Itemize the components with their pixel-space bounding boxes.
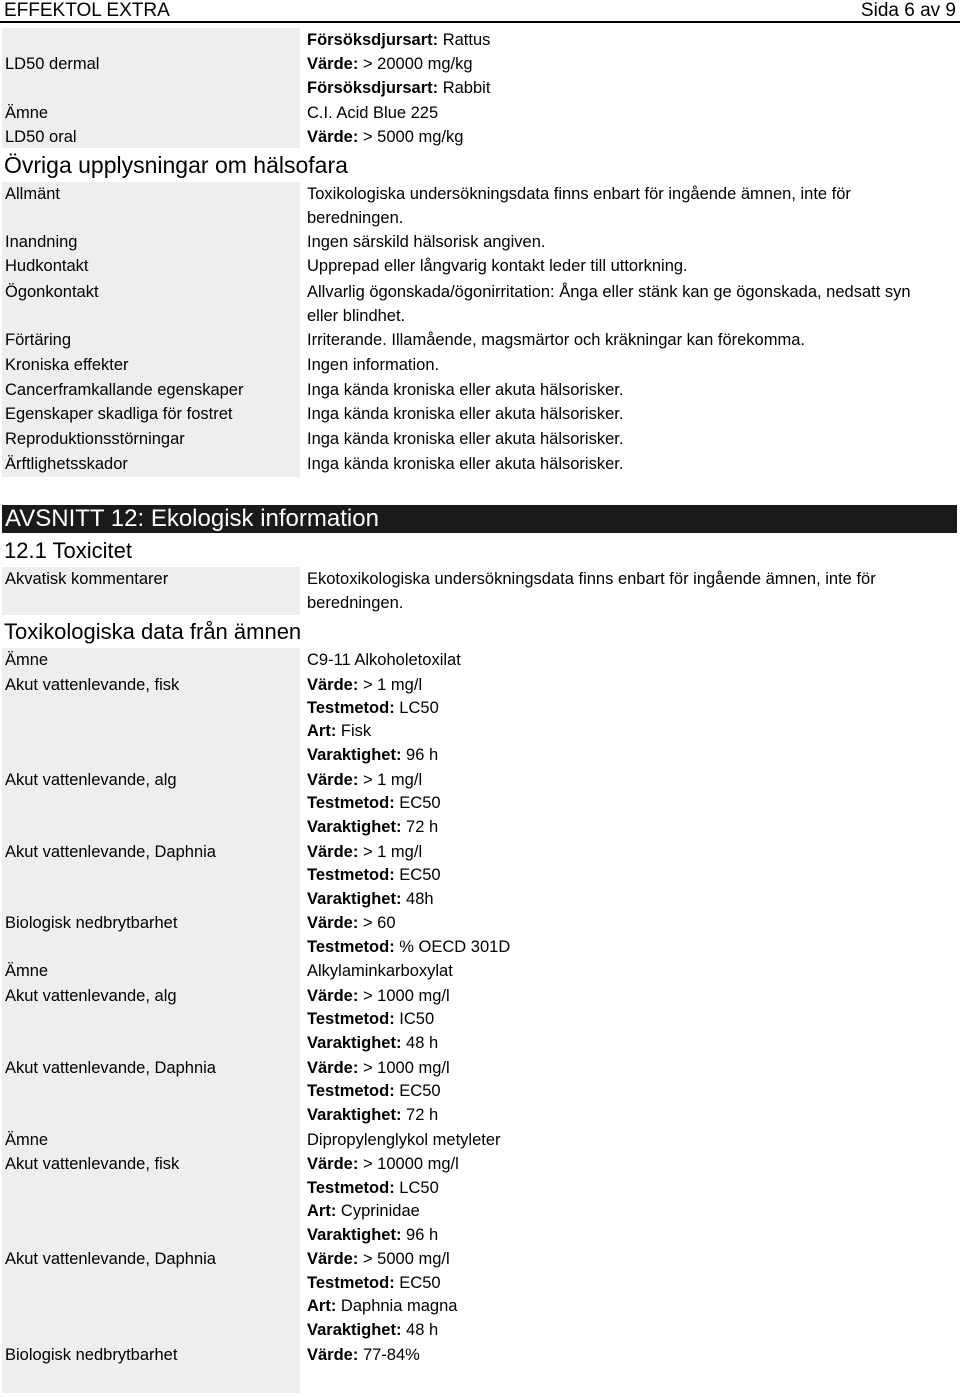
endpoint-label: Akut vattenlevande, Daphnia [5, 843, 216, 861]
health-label: Allmänt [5, 185, 61, 203]
header-rule [0, 21, 960, 23]
duration-line: Varaktighet: 72 h [307, 818, 439, 836]
health-value: Inga kända kroniska eller akuta hälsorisker. [307, 405, 624, 423]
tox-data-heading: Toxikologiska data från ämnen [4, 619, 302, 644]
value-line: Värde: > 1 mg/l [307, 676, 423, 694]
testmethod-line: Testmetod: EC50 [307, 866, 441, 884]
species-line: Art: Cyprinidae [307, 1202, 420, 1220]
duration-line: Varaktighet: 48 h [307, 1034, 439, 1052]
ld50-dermal-label: LD50 dermal [5, 55, 100, 73]
substance-label: Ämne [5, 104, 49, 122]
health-label: Inandning [5, 233, 78, 251]
health-label: Ögonkontakt [5, 283, 99, 301]
endpoint-label: Biologisk nedbrytbarhet [5, 914, 178, 932]
ld50-dermal-value: Värde: > 20000 mg/kg [307, 55, 473, 73]
subsection-toxicity: 12.1 Toxicitet [4, 538, 133, 563]
health-label: Kroniska effekter [5, 356, 129, 374]
species-rabbit: Försöksdjursart: Rabbit [307, 79, 491, 97]
health-label: Förtäring [5, 331, 72, 349]
page-number: Sida 6 av 9 [860, 0, 956, 21]
ld50-oral-label: LD50 oral [5, 128, 77, 146]
testmethod-line: Testmetod: EC50 [307, 1274, 441, 1292]
testmethod-line: Testmetod: LC50 [307, 1179, 439, 1197]
ld50-oral-value: Värde: > 5000 mg/kg [307, 128, 464, 146]
duration-line: Varaktighet: 96 h [307, 746, 439, 764]
health-label: Reproduktionsstörningar [5, 430, 185, 448]
endpoint-label: Akut vattenlevande, alg [5, 771, 177, 789]
health-label: Ärftlighetsskador [5, 455, 128, 473]
health-value: Upprepad eller långvarig kontakt leder till uttorkning. [307, 257, 688, 275]
testmethod-line: Testmetod: IC50 [307, 1010, 435, 1028]
testmethod-line: Testmetod: % OECD 301D [307, 938, 511, 956]
endpoint-label: Akut vattenlevande, Daphnia [5, 1250, 216, 1268]
endpoint-label: Biologisk nedbrytbarhet [5, 1346, 178, 1364]
duration-line: Varaktighet: 48 h [307, 1321, 439, 1339]
duration-line: Varaktighet: 96 h [307, 1226, 439, 1244]
health-value: Inga kända kroniska eller akuta hälsorisker. [307, 455, 624, 473]
value-line: Värde: 77-84% [307, 1346, 420, 1364]
value-line: Värde: > 5000 mg/l [307, 1250, 450, 1268]
health-label: Cancerframkallande egenskaper [5, 381, 244, 399]
endpoint-label: Akut vattenlevande, Daphnia [5, 1059, 216, 1077]
substance-label: Ämne [5, 651, 49, 669]
species-line: Art: Daphnia magna [307, 1297, 458, 1315]
endpoint-label: Akut vattenlevande, fisk [5, 676, 180, 694]
health-label: Egenskaper skadliga för fostret [5, 405, 233, 423]
document-title: EFFEKTOL EXTRA [4, 0, 170, 21]
testmethod-line: Testmetod: EC50 [307, 1082, 441, 1100]
section-12-title: AVSNITT 12: Ekologisk information [5, 505, 379, 532]
health-value: Inga kända kroniska eller akuta hälsorisker. [307, 430, 624, 448]
value-line: Värde: > 1 mg/l [307, 843, 423, 861]
aquatic-label: Akvatisk kommentarer [5, 570, 169, 588]
species-rattus: Försöksdjursart: Rattus [307, 31, 491, 49]
health-value: Inga kända kroniska eller akuta hälsorisker. [307, 381, 624, 399]
health-heading: Övriga upplysningar om hälsofara [4, 152, 348, 178]
endpoint-label: Akut vattenlevande, alg [5, 987, 177, 1005]
testmethod-line: Testmetod: LC50 [307, 699, 439, 717]
substance-label: Ämne [5, 962, 49, 980]
health-label: Hudkontakt [5, 257, 89, 275]
substance-label: Ämne [5, 1131, 49, 1149]
species-line: Art: Fisk [307, 722, 372, 740]
health-value: Toxikologiska undersökningsdata finns enbart för ingående ämnen, inte för beredningen. [307, 185, 851, 227]
value-line: Värde: > 1 mg/l [307, 771, 423, 789]
health-value: Ingen information. [307, 356, 440, 374]
value-line: Värde: > 1000 mg/l [307, 1059, 450, 1077]
health-value: Allvarlig ögonskada/ögonirritation: Ånga eller stänk kan ge ögonskada, nedsatt syn eller blindhet. [307, 283, 911, 325]
substance-name: Alkylaminkarboxylat [307, 962, 453, 980]
label-shade [2, 648, 300, 1393]
testmethod-line: Testmetod: EC50 [307, 794, 441, 812]
substance-name: C9-11 Alkoholetoxilat [307, 651, 461, 669]
value-line: Värde: > 60 [307, 914, 396, 932]
section-12-banner [2, 505, 957, 533]
page-header [0, 0, 960, 22]
substance-name: C.I. Acid Blue 225 [307, 104, 439, 122]
substance-name: Dipropylenglykol metyleter [307, 1131, 501, 1149]
value-line: Värde: > 10000 mg/l [307, 1155, 459, 1173]
aquatic-value: Ekotoxikologiska undersökningsdata finns enbart för ingående ämnen, inte för beredningen. [307, 570, 876, 612]
duration-line: Varaktighet: 48h [307, 890, 434, 908]
health-value: Ingen särskild hälsorisk angiven. [307, 233, 546, 251]
value-line: Värde: > 1000 mg/l [307, 987, 450, 1005]
endpoint-label: Akut vattenlevande, fisk [5, 1155, 180, 1173]
health-value: Irriterande. Illamående, magsmärtor och kräkningar kan förekomma. [307, 331, 805, 349]
duration-line: Varaktighet: 72 h [307, 1106, 439, 1124]
